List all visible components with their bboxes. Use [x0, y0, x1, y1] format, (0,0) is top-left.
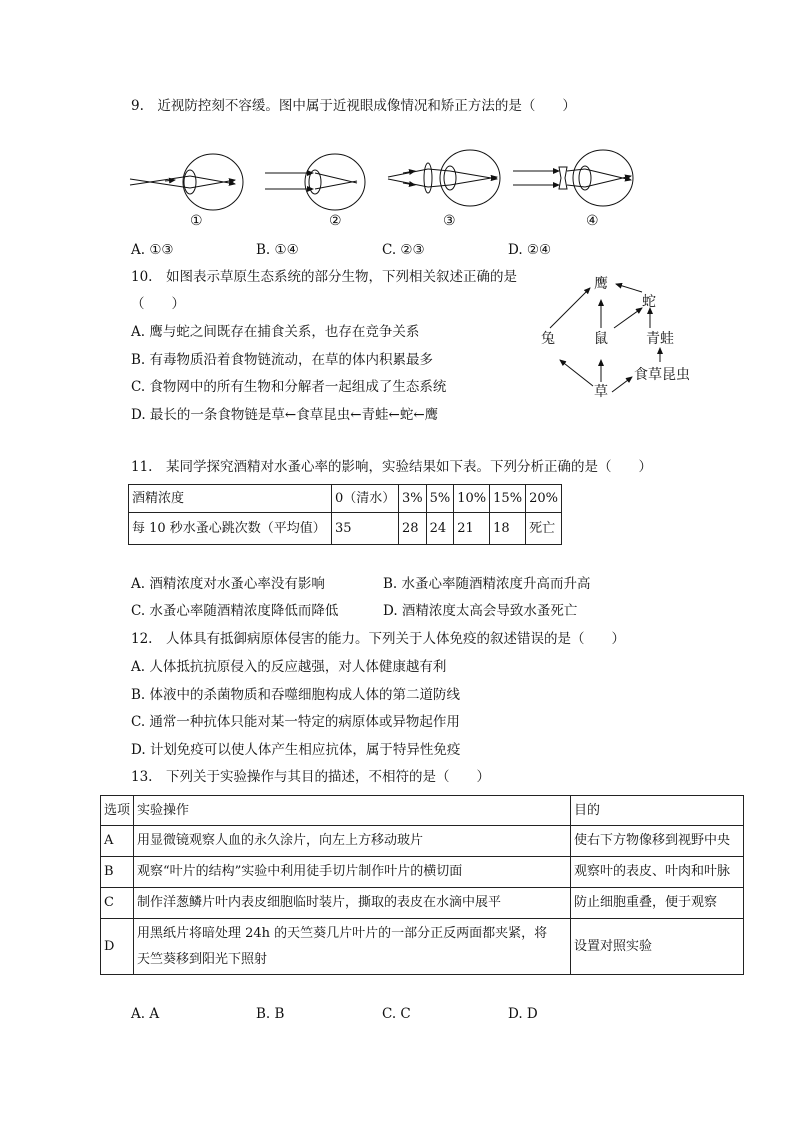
q9-figure-label-1: ①	[190, 213, 203, 229]
web-snake: 蛇	[642, 294, 656, 310]
q10-stem: 10. 如图表示草原生态系统的部分生物，下列相关叙述正确的是	[131, 269, 517, 285]
q12-option-b[interactable]: B. 体液中的杀菌物质和吞噬细胞构成人体的第二道防线	[131, 687, 461, 703]
q11-option-d[interactable]: D. 酒精浓度太高会导致水蚤死亡	[383, 603, 578, 619]
q11-cell-value-5: 24	[426, 513, 454, 545]
q11-cell-value-20: 死亡	[526, 513, 562, 545]
q11-option-c[interactable]: C. 水蚤心率随酒精浓度降低而降低	[131, 603, 339, 619]
q12-option-c[interactable]: C. 通常一种抗体只能对某一特定的病原体或异物起作用	[131, 714, 460, 730]
q11-cell-value-10: 21	[454, 513, 490, 545]
eye-diagram-2	[265, 154, 365, 210]
q10-option-a[interactable]: A. 鹰与蛇之间既存在捕食关系，也存在竞争关系	[131, 324, 420, 340]
web-insect: 食草昆虫	[634, 367, 690, 383]
q9-figure-label-2: ②	[329, 213, 342, 229]
q11-cell-header-5: 5%	[426, 485, 454, 513]
arrow-grass-rabbit	[560, 360, 593, 386]
eye-diagram-1	[130, 154, 243, 210]
q9-stem: 9. 近视防控刻不容缓。图中属于近视眼成像情况和矫正方法的是（ ）	[131, 98, 576, 114]
web-eagle: 鹰	[594, 276, 608, 292]
q9-option-b[interactable]: B. ①④	[256, 242, 299, 258]
q13-row-d-option: D	[101, 919, 134, 975]
q13-option-c[interactable]: C. C	[382, 1006, 411, 1022]
web-frog: 青蛙	[646, 331, 674, 347]
eye-diagram-3	[388, 150, 500, 206]
food-web-diagram	[530, 268, 710, 408]
q11-cell-value-0: 35	[332, 513, 399, 545]
q9-figure-label-3: ③	[443, 213, 456, 229]
q12-stem: 12. 人体具有抵御病原体侵害的能力。下列关于人体免疫的叙述错误的是（ ）	[131, 631, 625, 647]
arrow-grass-insect	[612, 377, 632, 392]
q13-option-d[interactable]: D. D	[508, 1006, 538, 1022]
q10-option-b[interactable]: B. 有毒物质沿着食物链流动，在草的体内积累最多	[131, 352, 434, 368]
q11-option-b[interactable]: B. 水蚤心率随酒精浓度升高而升高	[383, 576, 591, 592]
q13-row-a-goal: 使右下方物像移到视野中央	[571, 826, 744, 857]
q12-option-a[interactable]: A. 人体抵抗抗原侵入的反应越强，对人体健康越有利	[131, 659, 447, 675]
q13-row-c-option: C	[101, 888, 134, 919]
q13-row-c-operation: 制作洋葱鳞片叶内表皮细胞临时装片，撕取的表皮在水滴中展平	[134, 888, 571, 919]
q13-row-c-goal: 防止细胞重叠，便于观察	[571, 888, 744, 919]
q13-experiment-table	[100, 795, 744, 975]
q13-row-a-operation: 用显微镜观察人血的永久涂片，向左上方移动玻片	[134, 826, 571, 857]
q11-data-table	[128, 484, 562, 545]
q13-header-operation: 实验操作	[134, 796, 571, 826]
q13-row-a-option: A	[101, 826, 134, 857]
q13-row-d-operation	[134, 919, 571, 975]
arrow-rabbit-eagle	[550, 288, 590, 328]
arrow-mouse-snake	[614, 308, 642, 328]
web-grass: 草	[594, 384, 608, 400]
q13-header-goal: 目的	[571, 796, 744, 826]
q13-row-b-operation: 观察“叶片的结构”实验中利用徒手切片制作叶片的横切面	[134, 857, 571, 888]
q11-cell-header-10: 10%	[454, 485, 490, 513]
web-mouse: 鼠	[594, 331, 608, 347]
q11-option-a[interactable]: A. 酒精浓度对水蚤心率没有影响	[131, 576, 325, 592]
q12-option-d[interactable]: D. 计划免疫可以使人体产生相应抗体，属于特异性免疫	[131, 742, 461, 758]
q11-stem: 11. 某同学探究酒精对水蚤心率的影响，实验结果如下表。下列分析正确的是（ ）	[131, 459, 652, 475]
q11-cell-header-0: 0（清水）	[332, 485, 399, 513]
q11-cell-value-3: 28	[399, 513, 427, 545]
q11-cell-header-20: 20%	[526, 485, 562, 513]
q13-option-a[interactable]: A. A	[131, 1006, 160, 1022]
q11-cell-row-label: 每 10 秒水蚤心跳次数（平均值）	[129, 513, 332, 545]
eye-diagram-4	[513, 150, 633, 206]
q13-stem: 13. 下列关于实验操作与其目的描述，不相符的是（ ）	[131, 769, 490, 785]
q10-stem-paren: （ ）	[131, 296, 185, 312]
q10-option-c[interactable]: C. 食物网中的所有生物和分解者一起组成了生态系统	[131, 379, 447, 395]
q11-cell-header-15: 15%	[490, 485, 526, 513]
q13-row-d-operation-line2: 天竺葵移到阳光下照射	[137, 951, 268, 967]
q11-cell-value-15: 18	[490, 513, 526, 545]
q13-row-d-operation-line1: 用黑纸片将暗处理 24h 的天竺葵几片叶片的一部分正反两面都夹紧，将	[137, 925, 548, 941]
q11-cell-header-3: 3%	[399, 485, 427, 513]
q9-option-a[interactable]: A. ①③	[131, 242, 174, 258]
q9-option-d[interactable]: D. ②④	[508, 242, 552, 258]
web-rabbit: 兔	[541, 331, 555, 347]
q9-eye-diagram	[125, 145, 645, 245]
q11-cell-header-label: 酒精浓度	[129, 485, 332, 513]
q9-option-c[interactable]: C. ②③	[382, 242, 425, 258]
q9-figure-label-4: ④	[586, 213, 599, 229]
q13-option-b[interactable]: B. B	[256, 1006, 285, 1022]
q10-option-d[interactable]: D. 最长的一条食物链是草←食草昆虫←青蛙←蛇←鹰	[131, 407, 439, 423]
q13-row-b-option: B	[101, 857, 134, 888]
q13-row-d-goal: 设置对照实验	[571, 919, 744, 975]
arrow-snake-eagle	[616, 284, 642, 292]
q13-row-b-goal: 观察叶的表皮、叶肉和叶脉	[571, 857, 744, 888]
q13-header-option: 选项	[101, 796, 134, 826]
